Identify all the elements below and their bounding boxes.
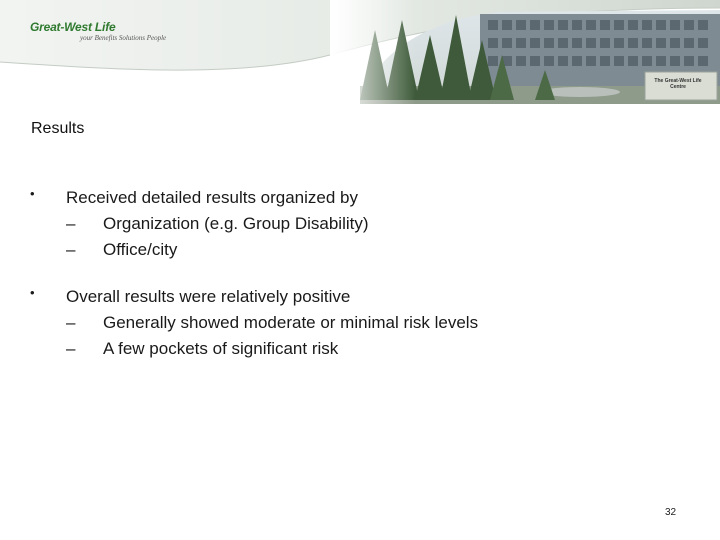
sub-item <box>66 336 690 362</box>
sub-text: Generally showed moderate or minimal risk levels <box>103 313 479 332</box>
header-banner <box>0 0 720 104</box>
sub-marker: – <box>66 240 76 259</box>
bullet-item <box>30 185 690 263</box>
sub-item <box>66 211 690 237</box>
bullet-text: Received detailed results organized by <box>66 188 359 207</box>
sub-item <box>66 310 690 336</box>
sub-text: Office/city <box>103 240 178 259</box>
sub-marker: – <box>66 214 76 233</box>
logo-tagline: your Benefits Solutions People <box>80 34 167 42</box>
bullet-list <box>30 185 690 383</box>
logo-wordmark: Great-West Life <box>30 20 116 34</box>
building-sign: The Great-West Life Centre <box>654 78 702 90</box>
slide-title: Results <box>31 120 85 137</box>
bullet-item <box>30 284 690 362</box>
sub-marker: – <box>66 339 76 358</box>
bullet-marker: • <box>30 285 35 300</box>
sub-text: A few pockets of significant risk <box>103 339 339 358</box>
page-number: 32 <box>665 507 677 518</box>
sub-item <box>66 237 690 263</box>
bullet-marker: • <box>30 186 35 201</box>
sub-text: Organization (e.g. Group Disability) <box>103 214 369 233</box>
bullet-text: Overall results were relatively positive <box>66 287 351 306</box>
logo <box>30 20 167 42</box>
sub-marker: – <box>66 313 76 332</box>
